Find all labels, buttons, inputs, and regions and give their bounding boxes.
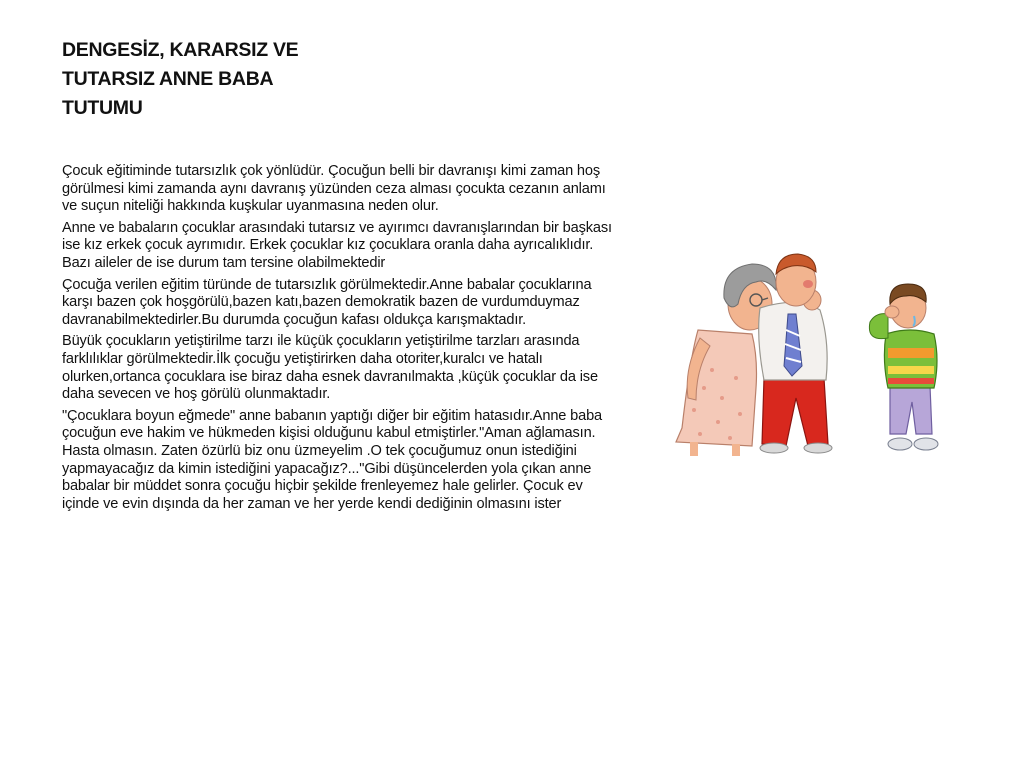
body-paragraph: Çocuğa verilen eğitim türünde de tutarsızlık görülmektedir.Anne babalar çocuklarına karşı bazen çok hoşgörülü,bazen katı,bazen demokratik bazen de vurdumduymaz davranabilmektedirler.Bu durumda çocuğun kafası oldukça karışmaktadır. xyxy=(62,276,592,328)
title-line: TUTARSIZ ANNE BABA xyxy=(62,68,274,90)
body-paragraph: Çocuk eğitiminde tutarsızlık çok yönlüdür. Çocuğun belli bir davranışı kimi zaman hoş görülmesi kimi zamanda aynı davranış yüzünden ceza alması çocukta cezanın anlamı ve suçun niteliği hakkında kuşkular uyanmasına neden olur. xyxy=(62,163,606,215)
title-line: DENGESİZ, KARARSIZ VE xyxy=(62,39,299,61)
slide-title xyxy=(62,36,362,123)
slide-body xyxy=(62,163,622,517)
family-illustration-icon xyxy=(660,238,980,474)
body-paragraph: Büyük çocukların yetiştirilme tarzı ile küçük çocukların yetiştirilme tarzları arasında farklılıklar görülmektedir.İlk çocuğu yetiştirirken daha otoriter,kuralcı ve hatalı olurken,ortanca çocuklara ise biraz daha esnek davranılmakta ,küçük çocuklar da ise daha sevecen ve hoş görülü olunmaktadır. xyxy=(62,333,598,403)
parents-and-child-illustration xyxy=(660,238,980,474)
child-figure xyxy=(869,284,938,450)
title-line: TUTUMU xyxy=(62,97,143,119)
body-paragraph: Anne ve babaların çocuklar arasındaki tutarsız ve ayırımcı davranışlarından bir başkası ise kız erkek çocuk ayrımıdır. Erkek çocuklar kız çocuklara oranla daha ayrıcalıklıdır. Bazı aileler de ise durum tam tersine olabilmektedir xyxy=(62,219,612,271)
body-paragraph: "Çocuklara boyun eğmede" anne babanın yaptığı diğer bir eğitim hatasıdır.Anne baba çocuğun eve hakim ve hükmeden kişisi olduğunu kabul etmiştirler."Aman ağlamasın. Hasta olmasın. Zaten özürlü biz onu üzmeyelim .O tek çocuğumuz onun istediğini yapmayacağız da kimin istediğini yapacağız?..."Gibi düşüncelerden yola çıkan anne babalar bir müddet sonra çocuğu hiçbir şekilde frenleyemez hale gelirler. Çocuk ev içinde ve evin dışında da her zaman ve her yerde kendi dediğinin olmasını ister xyxy=(62,407,603,512)
